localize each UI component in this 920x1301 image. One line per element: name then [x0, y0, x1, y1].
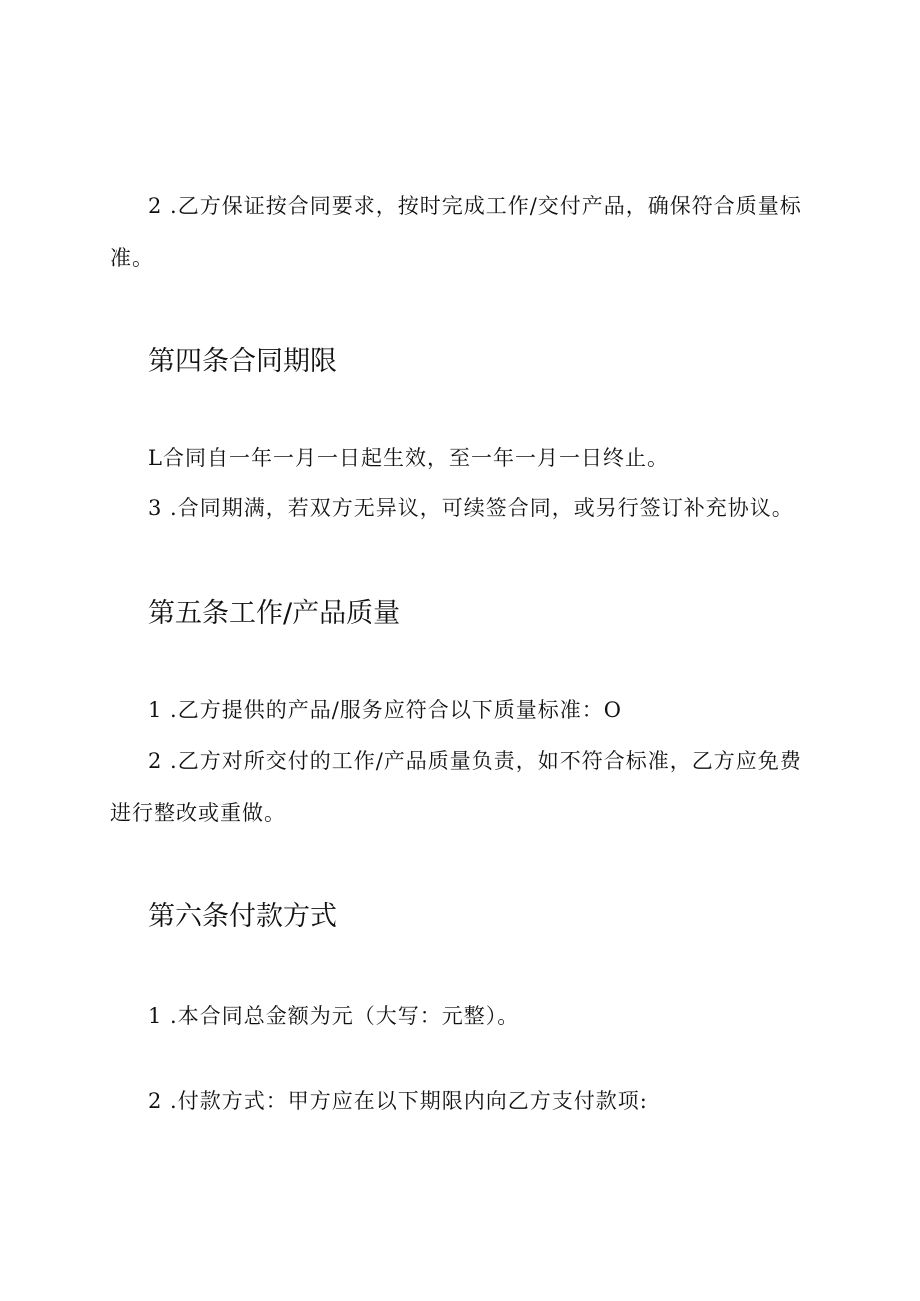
clause-6-item-2 — [110, 1075, 810, 1127]
paragraph-line: 进行整改或重做。 — [110, 801, 286, 825]
section-heading-4: 第四条合同期限 — [148, 346, 337, 377]
clause-5-item-1 — [110, 684, 810, 736]
clause-5-item-2 — [110, 735, 810, 839]
paragraph-line: 1 .乙方提供的产品/服务应符合以下质量标准：O — [148, 698, 623, 722]
paragraph-line: 2 .乙方保证按合同要求，按时完成工作/交付产品，确保符合质量标 — [148, 194, 802, 218]
paragraph-line: 1 .本合同总金额为元（大写：元整）。 — [148, 1004, 520, 1028]
paragraph-line: 3 .合同期满，若双方无异议，可续签合同，或另行签订补充协议。 — [148, 496, 794, 520]
clause-4-item-3 — [110, 482, 810, 534]
section-heading-6: 第六条付款方式 — [148, 901, 337, 932]
clause-3-item-2 — [110, 180, 810, 284]
paragraph-line: 2 .乙方对所交付的工作/产品质量负责，如不符合标准，乙方应免费 — [148, 749, 802, 773]
section-heading-5: 第五条工作/产品质量 — [148, 598, 401, 629]
clause-4-item-1 — [110, 432, 810, 484]
paragraph-line: 准。 — [110, 246, 154, 270]
paragraph-line: L合同自一年一月一日起生效，至一年一月一日终止。 — [148, 446, 669, 470]
paragraph-line: 2 .付款方式：甲方应在以下期限内向乙方支付款项: — [148, 1089, 648, 1113]
clause-6-item-1 — [110, 990, 810, 1042]
